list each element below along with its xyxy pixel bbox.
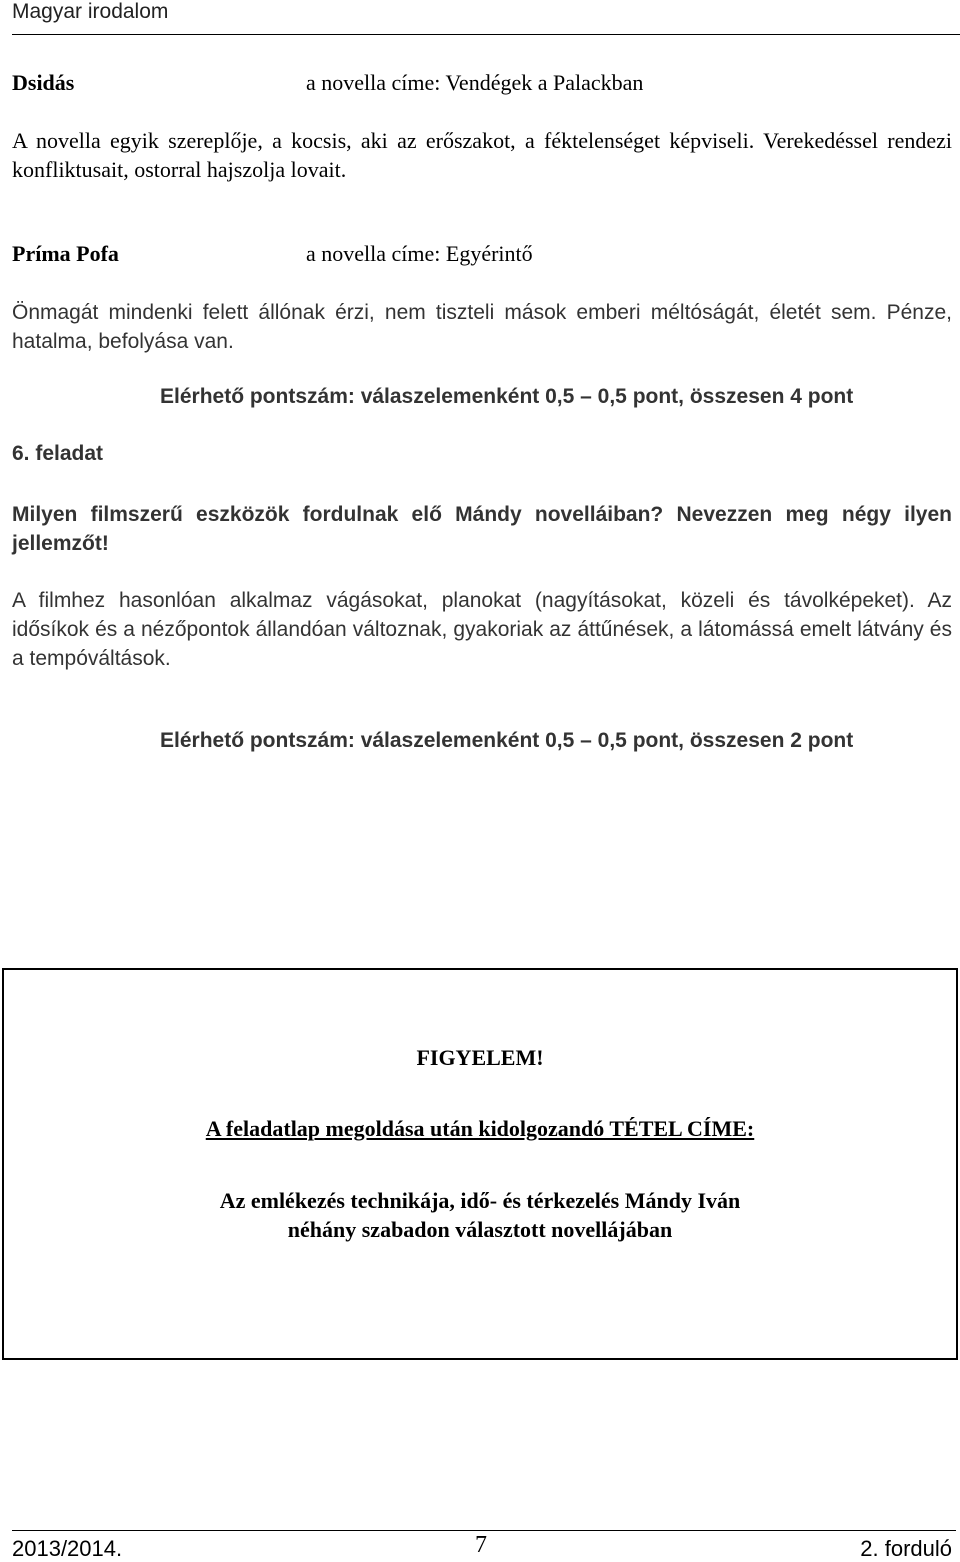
author-prima-pofa: Príma Pofa	[12, 241, 119, 266]
points-line-1: Elérhető pontszám: válaszelemenként 0,5 – 0,5 pont, összesen 4 pont	[160, 385, 854, 408]
description-dsidas: A novella egyik szereplője, a kocsis, aki az erőszakot, a féktelenséget képviseli. Verekedéssel rendezi konfliktusait, ostorral hajszolja lovait.	[12, 128, 952, 182]
notice-box	[2, 968, 958, 1360]
notice-subtitle: A feladatlap megoldása után kidolgozandó TÉTEL CÍME:	[205, 1116, 755, 1141]
novella-title-dsidas: a novella címe: Vendégek a Palackban	[306, 70, 644, 95]
task-6-answer: A filmhez hasonlóan alkalmaz vágásokat, planokat (nagyításokat, közeli és távolképeket). Az idősíkok és a nézőpontok állandóan változnak, gyakoriak az áttűnések, a látomássá emelt látvány és a tempóváltások.	[12, 589, 952, 670]
description-prima-pofa: Önmagát mindenki felett állónak érzi, nem tiszteli mások emberi méltóságát, életét sem. Pénze, hatalma, befolyása van.	[12, 301, 952, 353]
notice-topic-line-2: néhány szabadon választott novellájában	[287, 1217, 673, 1242]
task-6-label: 6. feladat	[12, 442, 104, 465]
footer-year: 2013/2014.	[12, 1536, 123, 1561]
header-divider	[12, 34, 960, 35]
novella-title-prima-pofa: a novella címe: Egyérintő	[306, 241, 533, 266]
author-dsidas: Dsidás	[12, 70, 75, 95]
notice-heading: FIGYELEM!	[416, 1045, 544, 1070]
points-line-2: Elérhető pontszám: válaszelemenként 0,5 – 0,5 pont, összesen 2 pont	[160, 729, 854, 752]
footer-round: 2. forduló	[860, 1536, 952, 1561]
notice-topic-line-1: Az emlékezés technikája, idő- és térkezelés Mándy Iván	[219, 1188, 741, 1213]
task-6-question: Milyen filmszerű eszközök fordulnak elő Mándy novelláiban? Nevezzen meg négy ilyen jellemzőt!	[12, 503, 952, 555]
footer-page-number: 7	[475, 1532, 487, 1558]
page-header-title: Magyar irodalom	[12, 0, 169, 23]
footer-divider	[12, 1530, 956, 1531]
